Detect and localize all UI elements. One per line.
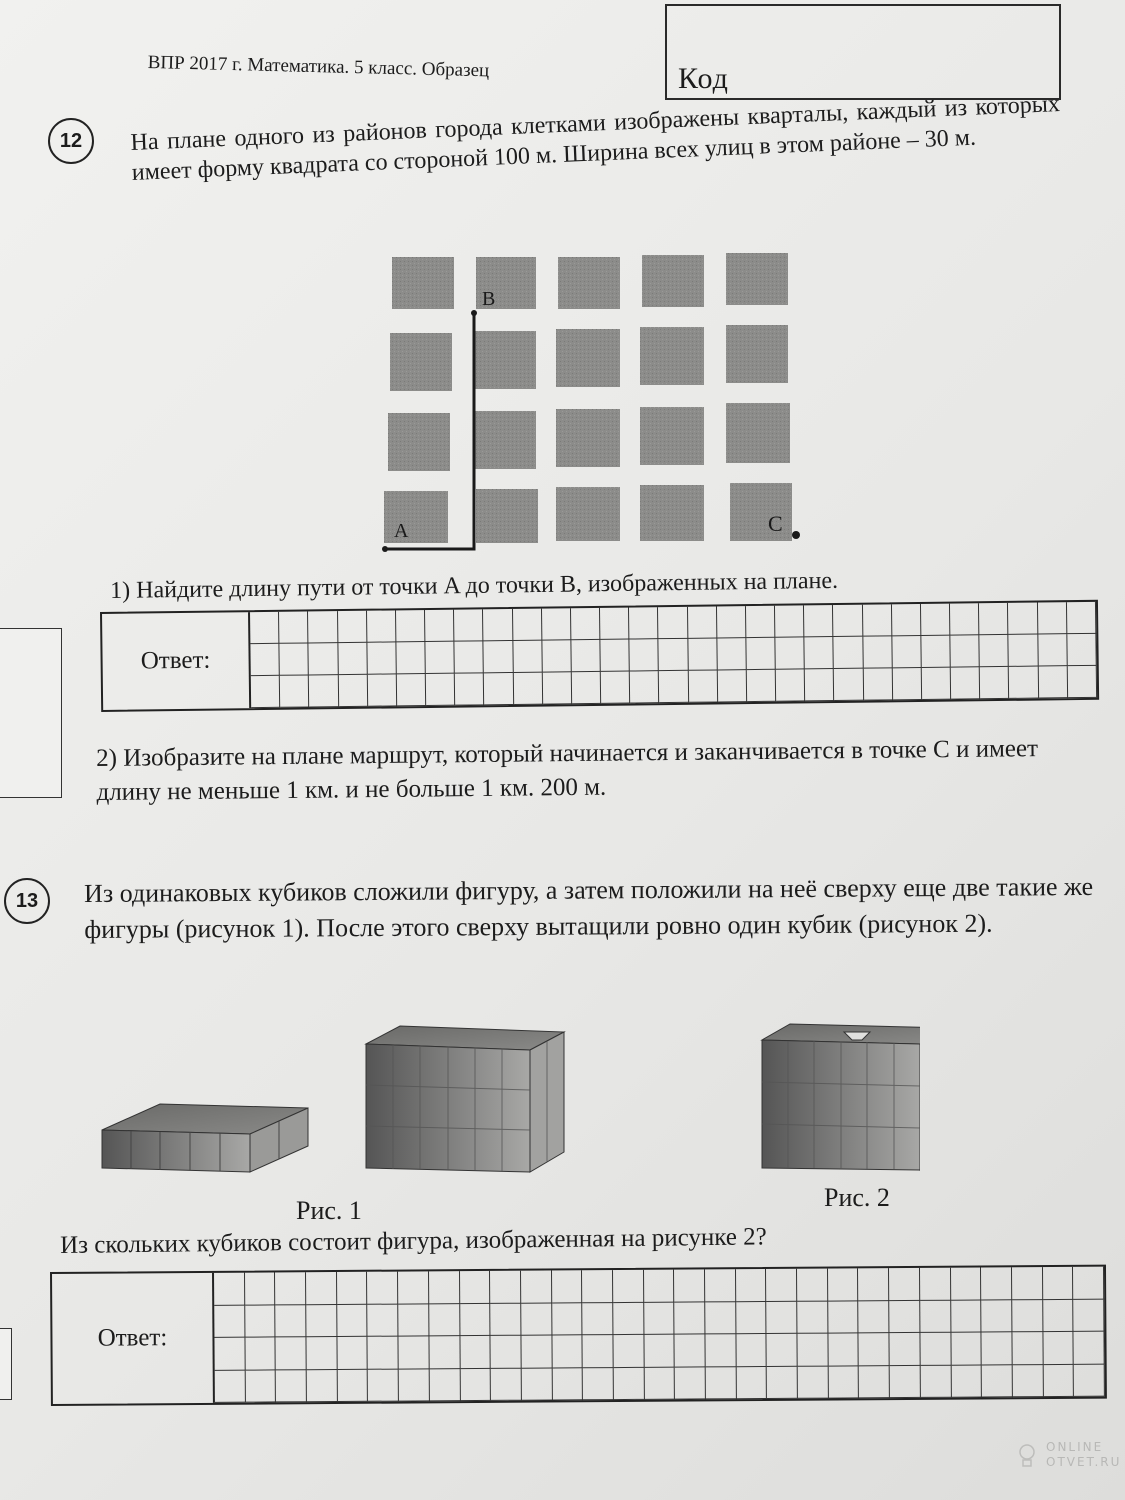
answer-cell[interactable] [491, 1336, 522, 1369]
lightbulb-icon [1018, 1444, 1036, 1468]
answer-cell[interactable] [688, 670, 718, 702]
task-12-text: На плане одного из районов города клетками изображены кварталы, каждый из которых имеет форму квадрата со стороной 100 м. Ширина всех улиц в этом районе – 30 м. [130, 91, 1061, 186]
code-label: Код [678, 62, 729, 95]
answer-cell[interactable] [890, 1365, 921, 1398]
answer-cell[interactable] [859, 1333, 890, 1366]
answer-cell[interactable] [920, 1300, 951, 1333]
answer-cell[interactable] [644, 1270, 675, 1303]
answer-cell[interactable] [398, 1304, 429, 1337]
answer-cell[interactable] [337, 1337, 368, 1370]
answer-cell[interactable] [920, 1333, 951, 1366]
answer-cell[interactable] [890, 1333, 921, 1366]
answer-cell[interactable] [644, 1302, 675, 1335]
answer-cell[interactable] [250, 644, 280, 676]
answer-cell[interactable] [614, 1367, 645, 1400]
answer-cell[interactable] [688, 638, 718, 670]
answer-cell[interactable] [798, 1366, 829, 1399]
answer-cell[interactable] [455, 641, 485, 673]
answer-cell[interactable] [951, 1300, 982, 1333]
answer-cell[interactable] [706, 1367, 737, 1400]
figure-1-slab [102, 1104, 308, 1172]
answer-cell[interactable] [425, 642, 455, 674]
answer-cell[interactable] [490, 1303, 521, 1336]
header-frame [665, 4, 1061, 44]
point-b-label: B [482, 288, 496, 310]
answer-cell[interactable] [513, 609, 543, 641]
answer-cell[interactable] [892, 636, 922, 668]
answer-cell[interactable] [736, 1269, 767, 1302]
figure-2-caption: Рис. 2 [824, 1183, 890, 1212]
answer-cell[interactable] [630, 671, 660, 703]
answer-cell[interactable] [889, 1268, 920, 1301]
answer-cell[interactable] [805, 669, 835, 701]
answer-cell[interactable] [571, 608, 601, 640]
answer-cell[interactable] [542, 640, 572, 672]
answer-cell[interactable] [337, 1272, 368, 1305]
answer-cell[interactable] [1012, 1267, 1043, 1300]
answer-cell[interactable] [798, 1334, 829, 1367]
answer-cell[interactable] [552, 1270, 583, 1303]
answer-cell[interactable] [251, 676, 281, 708]
answer-cell[interactable] [1067, 602, 1097, 634]
answer-cell[interactable] [279, 611, 309, 643]
answer-cell[interactable] [521, 1303, 552, 1336]
answer-cell[interactable] [483, 609, 513, 641]
answer-cell[interactable] [460, 1271, 491, 1304]
answer-cell[interactable] [1074, 1332, 1105, 1365]
answer-cell[interactable] [367, 610, 397, 642]
answer-cell[interactable] [746, 638, 776, 670]
answer-cell[interactable] [306, 1272, 337, 1305]
answer-cell[interactable] [833, 605, 863, 637]
answer-cell[interactable] [429, 1271, 460, 1304]
answer-cell[interactable] [425, 610, 455, 642]
answer-cell[interactable] [583, 1368, 614, 1401]
answer-cell[interactable] [214, 1273, 245, 1306]
answer-cell[interactable] [490, 1271, 521, 1304]
answer-cell[interactable] [950, 603, 980, 635]
answer-cell[interactable] [307, 1337, 338, 1370]
answer-cell[interactable] [513, 673, 543, 705]
answer-cell[interactable] [338, 675, 368, 707]
answer-cell[interactable] [338, 611, 368, 643]
answer-cell[interactable] [280, 675, 310, 707]
answer-cell[interactable] [747, 670, 777, 702]
answer-cell[interactable] [309, 643, 339, 675]
answer-cell[interactable] [245, 1272, 276, 1305]
answer-cell[interactable] [705, 1302, 736, 1335]
answer-cell[interactable] [797, 1301, 828, 1334]
answer-cell[interactable] [1043, 1299, 1074, 1332]
answer-cell[interactable] [1038, 634, 1068, 666]
answer-cell[interactable] [368, 1304, 399, 1337]
answer-cell[interactable] [1074, 1299, 1105, 1332]
answer-cell[interactable] [572, 672, 602, 704]
answer-cell[interactable] [460, 1368, 491, 1401]
answer-cell[interactable] [276, 1305, 307, 1338]
answer-cell[interactable] [828, 1333, 859, 1366]
answer-cell[interactable] [951, 1332, 982, 1365]
answer-cell[interactable] [1009, 635, 1039, 667]
answer-cell[interactable] [484, 673, 514, 705]
cube-figures [100, 1020, 920, 1190]
answer-cell[interactable] [367, 674, 397, 706]
answer-cell[interactable] [775, 605, 805, 637]
answer-cell[interactable] [426, 674, 456, 706]
answer-cell[interactable] [460, 1336, 491, 1369]
answer-cell[interactable] [521, 1270, 552, 1303]
answer-cell[interactable] [775, 637, 805, 669]
watermark-line-1: ONLINE [1046, 1440, 1104, 1454]
answer-cell[interactable] [600, 640, 630, 672]
answer-cell[interactable] [396, 642, 426, 674]
point-a-dot [382, 546, 388, 552]
answer-cell[interactable] [858, 1268, 889, 1301]
answer-cell[interactable] [804, 605, 834, 637]
point-c-dot [792, 531, 800, 539]
answer-cell[interactable] [828, 1366, 859, 1399]
answer-cell[interactable] [367, 1272, 398, 1305]
answer-cell[interactable] [582, 1303, 613, 1336]
answer-cell[interactable] [368, 1337, 399, 1370]
answer-cell[interactable] [1067, 634, 1097, 666]
answer-cell[interactable] [1068, 666, 1098, 698]
answer-cell[interactable] [859, 1301, 890, 1334]
answer-cell[interactable] [276, 1337, 307, 1370]
answer-cell[interactable] [306, 1304, 337, 1337]
answer-cell[interactable] [629, 607, 659, 639]
answer-cell[interactable] [717, 606, 747, 638]
answer-cell[interactable] [399, 1369, 430, 1402]
figure-1-tall-block [366, 1026, 564, 1172]
answer-cell[interactable] [245, 1370, 276, 1403]
answer-cell[interactable] [892, 604, 922, 636]
answer-cell[interactable] [1038, 666, 1068, 698]
answer-cell[interactable] [921, 636, 951, 668]
answer-cell[interactable] [922, 668, 952, 700]
answer-cell[interactable] [979, 603, 1009, 635]
answer-label: Ответ: [102, 612, 251, 710]
answer-cell[interactable] [484, 641, 514, 673]
answer-cell[interactable] [552, 1368, 583, 1401]
score-box [0, 628, 62, 798]
answer-cell[interactable] [398, 1271, 429, 1304]
point-b-dot [471, 310, 477, 316]
answer-cell[interactable] [863, 668, 893, 700]
figure-1-caption: Рис. 1 [296, 1196, 362, 1225]
answer-cell[interactable] [981, 1267, 1012, 1300]
task-12-question-1: 1) Найдите длину пути от точки A до точки B, изображенных на плане. [110, 567, 839, 604]
answer-cell[interactable] [429, 1336, 460, 1369]
answer-cell[interactable] [1009, 667, 1039, 699]
page-header: ВПР 2017 г. Математика. 5 класс. Образец [147, 52, 490, 82]
point-c-label: C [768, 511, 783, 536]
answer-cell[interactable] [613, 1335, 644, 1368]
answer-cell[interactable] [705, 1269, 736, 1302]
answer-cell[interactable] [863, 636, 893, 668]
answer-cell[interactable] [920, 1268, 951, 1301]
answer-cell[interactable] [1012, 1332, 1043, 1365]
answer-cell[interactable] [982, 1365, 1013, 1398]
answer-grid[interactable] [250, 602, 1097, 708]
task-12-question-2: 2) Изобразите на плане маршрут, который начинается и заканчивается в точке C и имеет длину не меньше 1 км. и не больше 1 км. 200 м. [96, 735, 1039, 806]
task-12-answer-box[interactable] [100, 600, 1099, 712]
answer-cell[interactable] [250, 612, 280, 644]
answer-cell[interactable] [368, 1369, 399, 1402]
answer-cell[interactable] [658, 607, 688, 639]
answer-cell[interactable] [981, 1300, 1012, 1333]
answer-cell[interactable] [797, 1269, 828, 1302]
answer-cell[interactable] [644, 1335, 675, 1368]
answer-cell[interactable] [776, 669, 806, 701]
task-13-question: Из скольких кубиков состоит фигура, изображенная на рисунке 2? [60, 1223, 767, 1259]
answer-cell[interactable] [705, 1334, 736, 1367]
answer-cell[interactable] [280, 643, 310, 675]
answer-cell[interactable] [805, 637, 835, 669]
answer-cell[interactable] [659, 671, 689, 703]
answer-cell[interactable] [767, 1301, 798, 1334]
answer-cell[interactable] [766, 1269, 797, 1302]
answer-cell[interactable] [396, 610, 426, 642]
answer-cell[interactable] [552, 1303, 583, 1336]
answer-cell[interactable] [613, 1270, 644, 1303]
answer-cell[interactable] [982, 1332, 1013, 1365]
answer-cell[interactable] [399, 1336, 430, 1369]
answer-cell[interactable] [601, 672, 631, 704]
answer-cell[interactable] [736, 1366, 767, 1399]
answer-cell[interactable] [1043, 1364, 1074, 1397]
answer-cell[interactable] [921, 604, 951, 636]
answer-cell[interactable] [889, 1300, 920, 1333]
answer-cell[interactable] [675, 1367, 706, 1400]
answer-cell[interactable] [951, 1267, 982, 1300]
answer-cell[interactable] [767, 1366, 798, 1399]
answer-cell[interactable] [337, 1369, 368, 1402]
answer-cell[interactable] [583, 1335, 614, 1368]
answer-cell[interactable] [214, 1305, 245, 1338]
answer-grid[interactable] [214, 1267, 1105, 1403]
answer-cell[interactable] [367, 642, 397, 674]
answer-cell[interactable] [582, 1270, 613, 1303]
answer-cell[interactable] [542, 672, 572, 704]
answer-cell[interactable] [951, 667, 981, 699]
answer-cell[interactable] [980, 667, 1010, 699]
answer-cell[interactable] [429, 1304, 460, 1337]
answer-cell[interactable] [674, 1269, 705, 1302]
answer-cell[interactable] [460, 1303, 491, 1336]
answer-cell[interactable] [454, 609, 484, 641]
answer-cell[interactable] [767, 1334, 798, 1367]
score-box [0, 1328, 12, 1400]
answer-cell[interactable] [429, 1369, 460, 1402]
answer-cell[interactable] [736, 1301, 767, 1334]
answer-cell[interactable] [659, 639, 689, 671]
answer-cell[interactable] [980, 635, 1010, 667]
city-plan [380, 245, 810, 565]
answer-cell[interactable] [1074, 1364, 1105, 1397]
answer-cell[interactable] [746, 606, 776, 638]
answer-cell[interactable] [276, 1370, 307, 1403]
answer-cell[interactable] [828, 1268, 859, 1301]
answer-cell[interactable] [522, 1368, 553, 1401]
task-12-number: 12 [48, 118, 94, 164]
answer-cell[interactable] [951, 1365, 982, 1398]
answer-cell[interactable] [215, 1370, 246, 1403]
task-13-number: 13 [4, 878, 50, 924]
answer-cell[interactable] [309, 675, 339, 707]
answer-cell[interactable] [245, 1305, 276, 1338]
answer-cell[interactable] [521, 1335, 552, 1368]
answer-cell[interactable] [921, 1365, 952, 1398]
task-13-text: Из одинаковых кубиков сложили фигуру, а затем положили на неё сверху еще две такие же фигуры (рисунок 1). После этого сверху вытащили ровно один кубик (рисунок 2). [84, 871, 1094, 944]
answer-cell[interactable] [717, 638, 747, 670]
answer-cell[interactable] [675, 1302, 706, 1335]
watermark [1046, 1440, 1121, 1470]
answer-cell[interactable] [950, 635, 980, 667]
answer-cell[interactable] [491, 1368, 522, 1401]
answer-cell[interactable] [1043, 1332, 1074, 1365]
answer-cell[interactable] [859, 1366, 890, 1399]
answer-cell[interactable] [275, 1272, 306, 1305]
answer-cell[interactable] [307, 1369, 338, 1402]
answer-cell[interactable] [736, 1334, 767, 1367]
answer-label: Ответ: [52, 1273, 215, 1404]
answer-cell[interactable] [718, 670, 748, 702]
answer-cell[interactable] [688, 606, 718, 638]
answer-cell[interactable] [834, 637, 864, 669]
figure-2-cube [762, 1024, 920, 1170]
answer-cell[interactable] [1038, 602, 1068, 634]
city-blocks [384, 253, 792, 543]
answer-cell[interactable] [613, 1302, 644, 1335]
answer-cell[interactable] [397, 674, 427, 706]
answer-cell[interactable] [1012, 1300, 1043, 1333]
answer-cell[interactable] [630, 639, 660, 671]
answer-cell[interactable] [675, 1334, 706, 1367]
answer-cell[interactable] [828, 1301, 859, 1334]
answer-cell[interactable] [542, 608, 572, 640]
task-13-answer-box[interactable] [50, 1265, 1107, 1406]
answer-cell[interactable] [245, 1337, 276, 1370]
answer-cell[interactable] [552, 1335, 583, 1368]
watermark-line-2: OTVET.RU [1046, 1455, 1122, 1469]
answer-cell[interactable] [513, 641, 543, 673]
answer-cell[interactable] [644, 1367, 675, 1400]
answer-cell[interactable] [1073, 1267, 1104, 1300]
answer-cell[interactable] [337, 1304, 368, 1337]
answer-cell[interactable] [308, 611, 338, 643]
answer-cell[interactable] [893, 668, 923, 700]
point-a-label: A [394, 520, 409, 542]
answer-cell[interactable] [214, 1338, 245, 1371]
answer-cell[interactable] [1008, 603, 1038, 635]
answer-cell[interactable] [1043, 1267, 1074, 1300]
answer-cell[interactable] [834, 669, 864, 701]
answer-cell[interactable] [600, 608, 630, 640]
answer-cell[interactable] [863, 604, 893, 636]
answer-cell[interactable] [455, 673, 485, 705]
answer-cell[interactable] [338, 643, 368, 675]
answer-cell[interactable] [571, 640, 601, 672]
answer-cell[interactable] [1013, 1365, 1044, 1398]
